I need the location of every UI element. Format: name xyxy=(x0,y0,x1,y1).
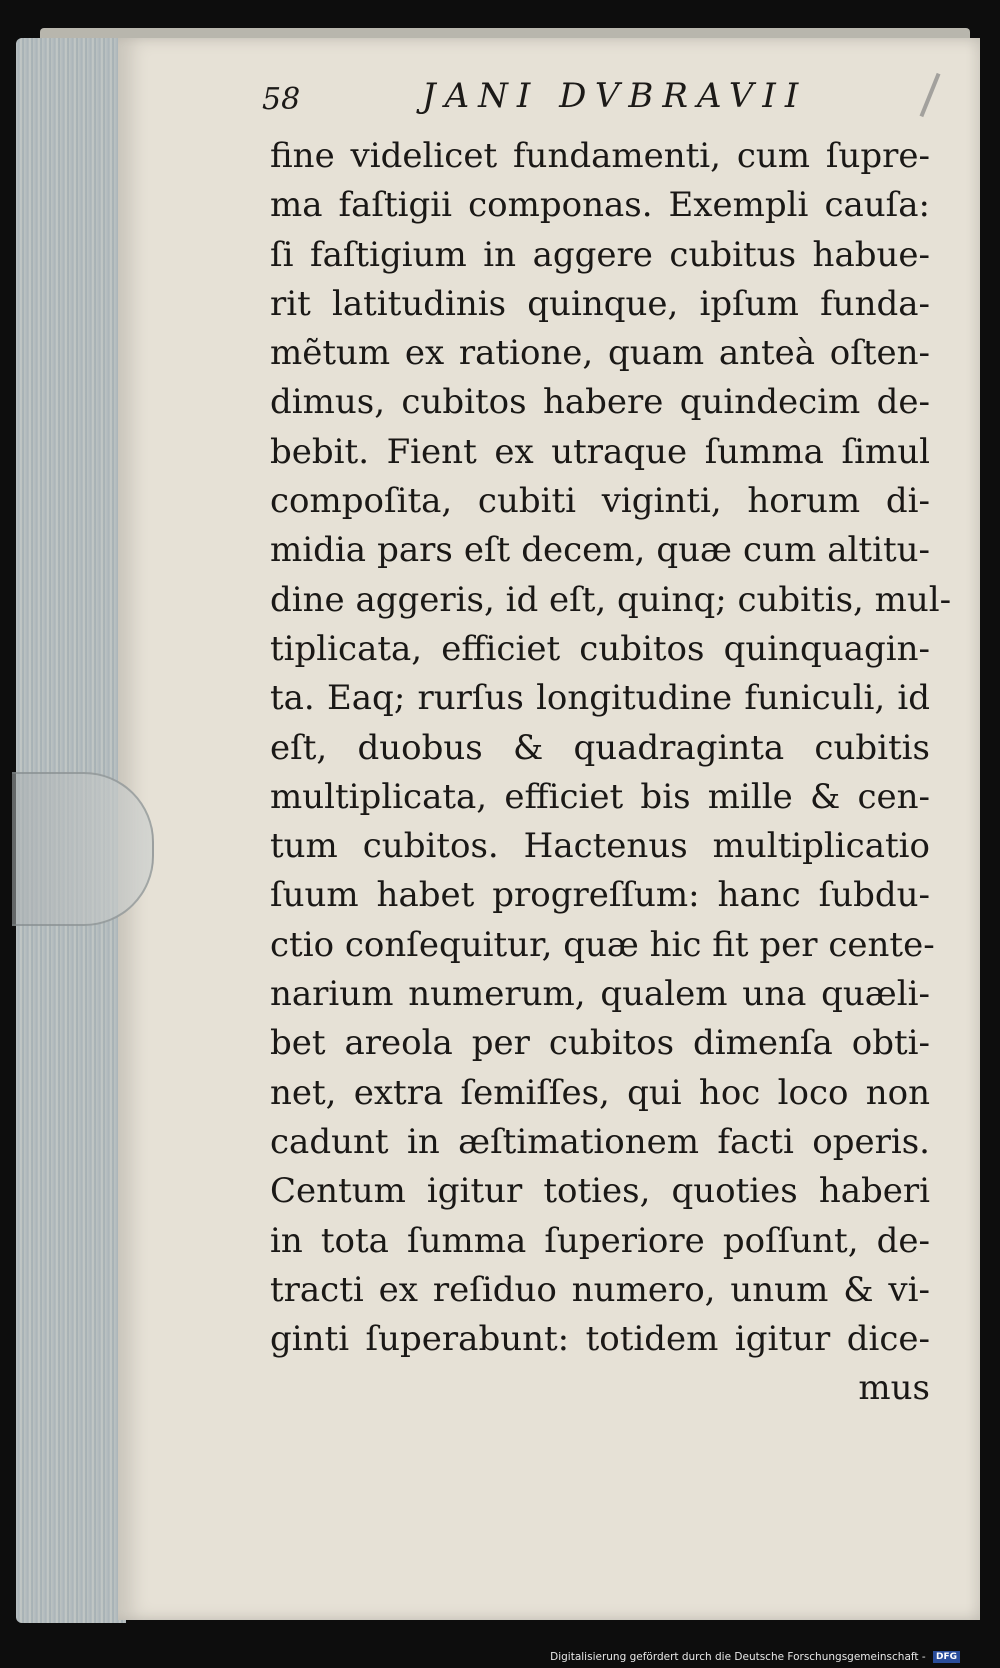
text-line: compoſita, cubiti viginti, horum di- xyxy=(270,481,930,522)
text-line: dimus, cubitos habere quindecim de- xyxy=(270,382,930,423)
text-line: narium numerum, qualem una quæli- xyxy=(270,974,930,1015)
catchword: mus xyxy=(858,1368,930,1409)
dfg-logo: DFG xyxy=(933,1651,960,1663)
text-line: net, extra ſemiſſes, qui hoc loco non xyxy=(270,1072,930,1113)
text-line: ctio conſequitur, quæ hic fit per cente- xyxy=(270,924,935,965)
running-head xyxy=(262,70,882,130)
text-line: ſi faſtigium in aggere cubitus habue- xyxy=(270,234,930,275)
page-number: 58 xyxy=(262,82,301,117)
credit-text: Digitalisierung gefördert durch die Deutsche Forschungsgemeinschaft - xyxy=(550,1651,926,1663)
digitization-credit xyxy=(550,1651,960,1663)
text-line: ma faſtigii componas. Exempli cauſa: xyxy=(270,185,930,226)
text-line: rit latitudinis quinque, ipſum funda- xyxy=(270,283,930,324)
text-line: dine aggeris, id eſt, quinq; cubitis, mul- xyxy=(270,579,952,620)
text-line: cadunt in æſtimationem facti operis. xyxy=(270,1121,930,1162)
running-head-title: JANI DVBRAVII xyxy=(422,76,808,116)
text-line: tiplicata, efficiet cubitos quinquagin- xyxy=(270,628,930,669)
text-line: eſt, duobus & quadraginta cubitis xyxy=(270,727,930,768)
text-line: midia pars eſt decem, quæ cum altitu- xyxy=(270,530,930,571)
text-line: fine videlicet fundamenti, cum ſupre- xyxy=(270,136,930,176)
text-line: tum cubitos. Hactenus multiplicatio xyxy=(270,826,930,867)
text-line: ta. Eaq; rurſus longitudine funiculi, id xyxy=(270,678,930,719)
text-line: tracti ex reſiduo numero, unum & vi- xyxy=(270,1269,930,1310)
text-line: bet areola per cubitos dimenſa obti- xyxy=(270,1023,930,1064)
text-line: bebit. Fient ex utraque ſumma ſimul xyxy=(270,431,930,472)
text-line: ginti ſuperabunt: totidem igitur dice- xyxy=(270,1319,930,1360)
body-text xyxy=(270,132,952,1414)
text-line: Centum igitur toties, quoties haberi xyxy=(270,1171,930,1212)
text-line: ſuum habet progreſſum: hanc ſubdu- xyxy=(270,875,930,916)
text-line: mẽtum ex ratione, quam anteà oſten- xyxy=(270,333,930,374)
page-clip xyxy=(12,772,154,926)
text-line: multiplicata, efficiet bis mille & cen- xyxy=(270,776,930,817)
text-line: in tota ſumma ſuperiore poſſunt, de- xyxy=(270,1220,930,1261)
